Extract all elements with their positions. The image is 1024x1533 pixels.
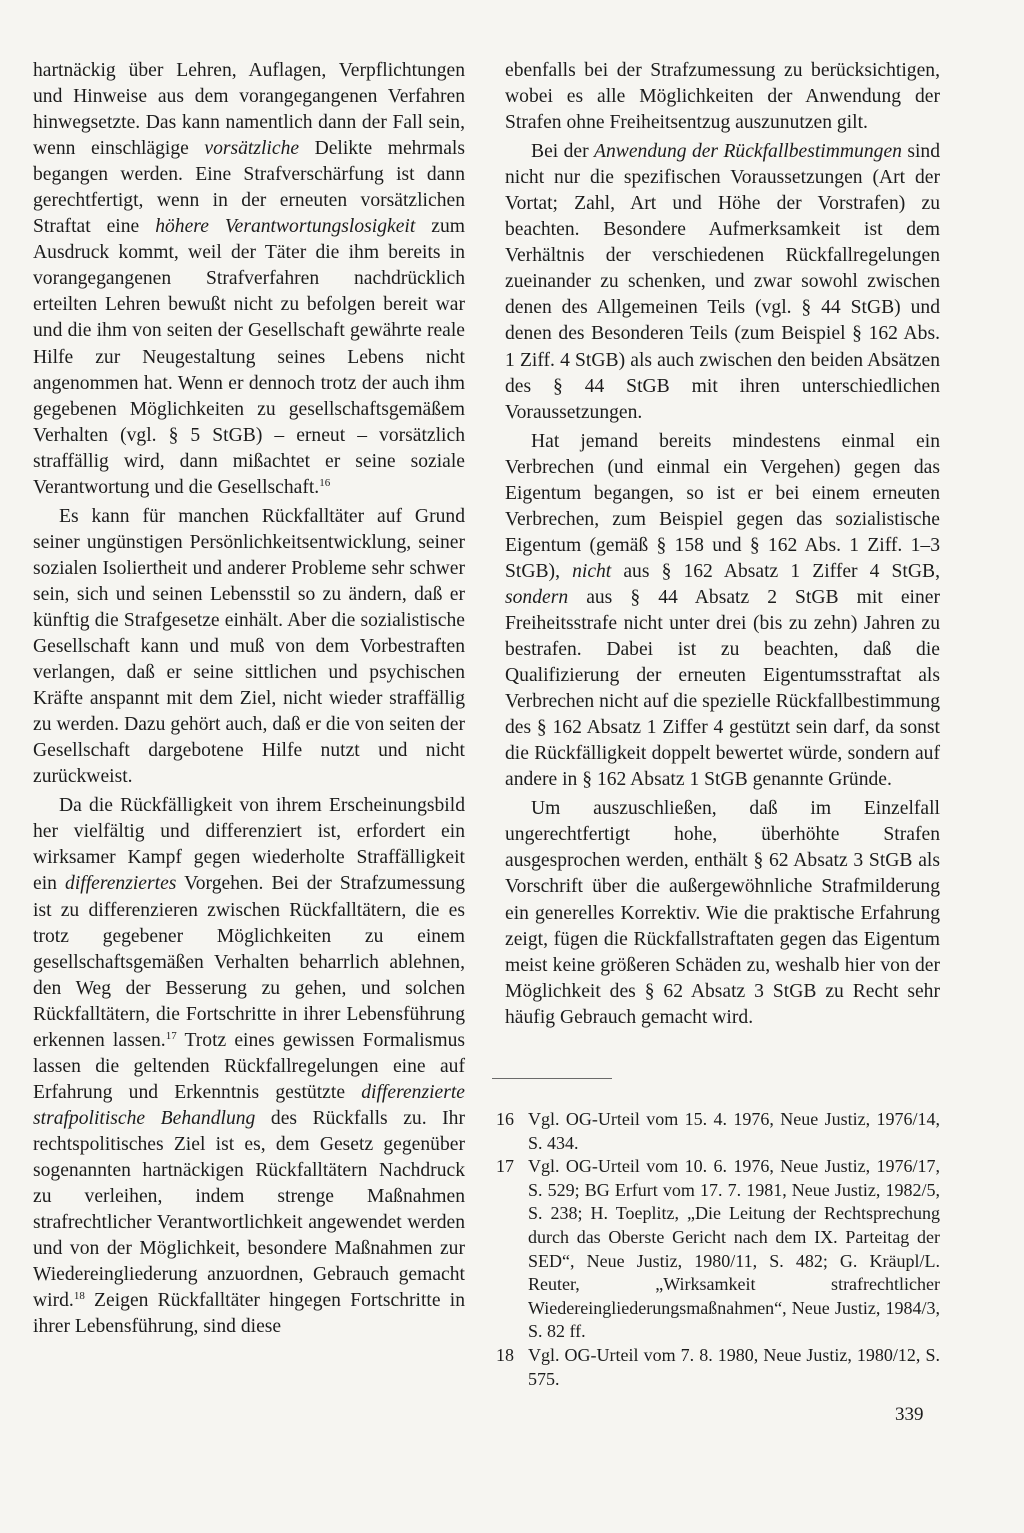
footnote <box>496 1155 940 1344</box>
paragraph: Hat jemand bereits mindestens einmal ein Verbrechen (und einmal ein Vergehen) gegen das Eigentum begangen, so ist er bei einem erneuten Verbrechen, zum Beispiel gegen das sozialistische Eigentum (gemäß § 158 und § 162 Abs. 1 Ziff. 1–3 StGB), nicht aus § 162 Absatz 1 Ziffer 4 StGB, sondern aus § 44 Absatz 2 StGB mit einer Freiheitsstrafe nicht unter drei (bis zu zehn) Jahren zu bestrafen. Dabei ist zu beachten, daß die Qualifizierung der erneuten Eigentumsstraftat als Verbrechen nicht auf die spezielle Rückfallbestimmung des § 162 Absatz 1 Ziffer 4 gestützt sein darf, da sonst die Rückfälligkeit doppelt bewertet würde, sondern auf andere in § 162 Absatz 1 StGB genannte Gründe. <box>505 430 940 791</box>
paragraph: Um auszuschließen, daß im Einzelfall ungerechtfertigt hohe, überhöhte Strafen ausgesprochen werden, enthält § 62 Absatz 3 StGB als Vorschrift über die außergewöhnliche Strafmilderung ein generelles Korrektiv. Wie die praktische Erfahrung zeigt, fügen die Rückfallstraftaten gegen das Eigentum meist keine größeren Schäden zu, weshalb hier von der Möglichkeit des § 62 Absatz 3 StGB zu Recht sehr häufig Gebrauch gemacht wird. <box>505 798 940 1028</box>
footnote-ref[interactable]: 18 <box>73 1290 85 1303</box>
paragraph: Bei der Anwendung der Rückfallbestimmungen sind nicht nur die spezifischen Voraussetzungen (Art der Vortat; Zahl, Art und Höhe der Vorstrafen) zu beachten. Besondere Aufmerksamkeit ist dem Verhältnis der verschiedenen Rückfallregelungen zueinander zu schenken, und zwar sowohl zwischen denen des Allgemeinen Teils (vgl. § 44 StGB) und denen des Besonderen Teils (zum Beispiel § 162 Abs. 1 Ziff. 4 StGB) als auch zwischen den beiden Absätzen des § 44 StGB mit ihren unterschiedlichen Voraussetzungen. <box>505 141 940 423</box>
right-column <box>505 58 940 1031</box>
footnote-text: Vgl. OG-Urteil vom 15. 4. 1976, Neue Justiz, 1976/14, S. 434. <box>528 1109 940 1153</box>
page-number: 339 <box>895 1404 924 1425</box>
footnotes <box>496 1108 940 1391</box>
footnote-text: Vgl. OG-Urteil vom 7. 8. 1980, Neue Justiz, 1980/12, S. 575. <box>528 1344 940 1389</box>
footnote-number: 17 <box>496 1156 514 1177</box>
footnote-ref[interactable]: 16 <box>319 476 331 489</box>
paragraph: ebenfalls bei der Strafzumessung zu berücksichtigen, wobei es alle Möglichkeiten der Anwendung der Strafen ohne Freiheitsentzug auszunutzen gilt. <box>505 60 940 134</box>
paragraph: Da die Rückfälligkeit von ihrem Erscheinungsbild her vielfältig und differenziert ist, erfordert ein wirksamer Kampf gegen wiederholte Straffälligkeit ein differenziertes Vorgehen. Bei der Strafzumessung ist zu differenzieren zwischen Rückfalltätern, die es trotz gegebener Möglichkeiten zu einem gesellschaftsgemäßen Verhalten beharrlich ablehnen, den Weg der Besserung zu gehen, und solchen Rückfalltätern, die Fortschritte in ihrer Lebensführung erkennen lassen.$^{17}$ Trotz eines gewissen Formalismus lassen die geltenden Rückfallregelungen eine auf Erfahrung und Erkenntnis gestützte differenzierte strafpolitische Behandlung des Rückfalls zu. Ihr rechtspolitisches Ziel ist es, dem Gesetz gegenüber sogenannten hartnäckigen Rückfalltätern Nachdruck zu verleihen, indem strenge Maßnahmen strafrechtlicher Verantwortlichkeit angewendet werden und von der Möglichkeit, besondere Maßnahmen zur Wiedereingliederung anzuordnen, Gebrauch gemacht wird.$^{18}$ Zeigen Rückfalltäter hingegen Fortschritte in ihrer Lebensführung, sind diese <box>33 795 466 1338</box>
left-column <box>33 58 465 1340</box>
footnote <box>496 1344 940 1391</box>
footnote-divider <box>492 1078 612 1079</box>
footnote-number: 16 <box>496 1109 514 1129</box>
footnote-ref[interactable]: 17 <box>165 1029 177 1042</box>
footnote-number: 18 <box>496 1344 514 1365</box>
footnote <box>496 1108 940 1155</box>
paragraph: hartnäckig über Lehren, Auflagen, Verpflichtungen und Hinweise aus dem vorangegangenen Verfahren hinwegsetzte. Das kann namentlich dann der Fall sein, wenn einschlägige vorsätzliche Delikte mehrmals begangen werden. Eine Strafverschärfung ist dann gerechtfertigt, wenn in der erneuten vorsätzlichen Straftat eine höhere Verantwortungslosigkeit zum Ausdruck kommt, weil der Täter die ihm bereits in vorangegangenen Strafverfahren nachdrücklich erteilten Lehren bewußt nicht zu befolgen bereit war und die ihm von seiten der Gesellschaft gewährte reale Hilfe zur Neugestaltung seines Lebens nicht angenommen hat. Wenn er dennoch trotz der auch ihm gegebenen Möglichkeiten zu gesellschaftsgemäßem Verhalten (vgl. § 5 StGB) – erneut – vorsätzlich straffällig wird, dann mißachtet er seine soziale Verantwortung und die Gesellschaft.$^{16}$ <box>33 60 466 498</box>
paragraph: Es kann für manchen Rückfalltäter auf Grund seiner ungünstigen Persönlichkeitsentwicklung, seiner sozialen Isoliertheit und anderer Probleme sehr schwer sein, sich und seinen Lebensstil so zu ändern, daß er künftig die Strafgesetze einhält. Aber die sozialistische Gesellschaft kann und muß von dem Vorbestraften verlangen, daß er seine sittlichen und psychischen Kräfte anspannt mit dem Ziel, nicht wieder straffällig zu werden. Dazu gehört auch, daß er die von seiten der Gesellschaft dargebotene Hilfe nutzt und nicht zurückweist. <box>33 505 465 788</box>
footnote-text: Vgl. OG-Urteil vom 10. 6. 1976, Neue Justiz, 1976/17, S. 529; BG Erfurt vom 17. 7. 1981, Neue Justiz, 1982/5, S. 238; H. Toeplitz, „Die Leitung der Rechtsprechung durch das Oberste Gericht nach dem IX. Parteitag der SED“, Neue Justiz, 1980/11, S. 482; G. Kräupl/L. Reuter, „Wirksamkeit strafrechtlicher Wiedereingliederungsmaßnahmen“, Neue Justiz, 1984/3, S. 82 ff. <box>528 1156 940 1342</box>
